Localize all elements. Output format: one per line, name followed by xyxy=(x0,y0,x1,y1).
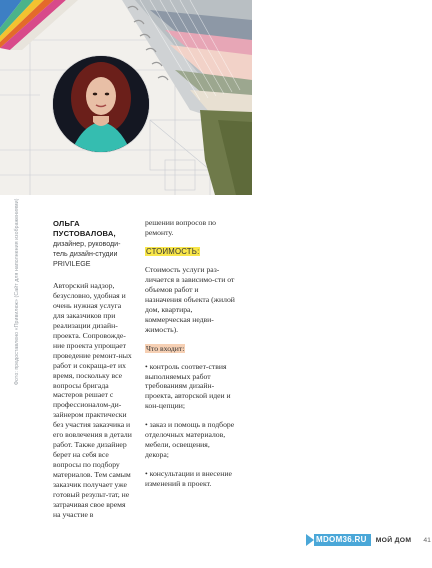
magazine-title: МОЙ ДОМ xyxy=(375,536,412,544)
author-name-last: ПУСТОВАЛОВА, xyxy=(53,229,116,238)
author-portrait xyxy=(53,56,149,152)
page-footer xyxy=(306,534,431,546)
includes-heading: Что входит: xyxy=(146,343,185,353)
author-name-first: ОЛЬГА xyxy=(53,219,80,228)
list-item: • заказ и помощь в подборе отделочных материалов, мебели, освещения, декора; xyxy=(145,420,235,460)
article-paragraph: Авторский надзор, безусловно, удобная и очень нужная услуга для заказчиков при реализации дизайн-проекта. Сопровожде-ние проекта упрощает проведение ремонт-ных работ и сокраща-ет их время, поскольку все вопросы бригада мастеров решает с профессионалом-ди-зайнером практически без участия заказчика и его вовлечения в детали работ. Также дизайнер берет на себя все вопросы по подбору материалов. Тем самым заказчик получает уже готовый результ-тат, не затрачивая свое время на участие в xyxy=(53,281,132,519)
list-item: • контроль соответ-ствия выполняемых работ требованиям дизайн-проекта, авторской идеи и кон-цепции; xyxy=(145,361,231,411)
paragraph-continuation: решении вопросов по ремонту. xyxy=(145,218,217,237)
photo-credit-caption: Фото: предоставлено «Привилеж» (Сайт для наполнения изображениями) xyxy=(14,198,20,385)
arrow-icon xyxy=(306,534,314,546)
website-link[interactable]: MDOM36.RU xyxy=(314,534,371,546)
author-role: дизайнер, руководи-тель дизайн-студии PRIVILEGE xyxy=(53,240,121,268)
column-left xyxy=(53,219,133,520)
portrait-illustration xyxy=(53,56,149,152)
page-number: 41 xyxy=(423,536,431,544)
includes-list xyxy=(145,362,235,489)
cost-heading: СТОИМОСТЬ: xyxy=(146,246,200,256)
list-item: • консультации и внесение изменений в проект. xyxy=(145,469,232,489)
column-right xyxy=(145,218,235,498)
cost-paragraph: Стоимость услуги раз-личается в зависимо-сти от объемов работ и назначения объекта (жилой дом, квартира, коммерческая недви-жимость). xyxy=(145,264,235,334)
